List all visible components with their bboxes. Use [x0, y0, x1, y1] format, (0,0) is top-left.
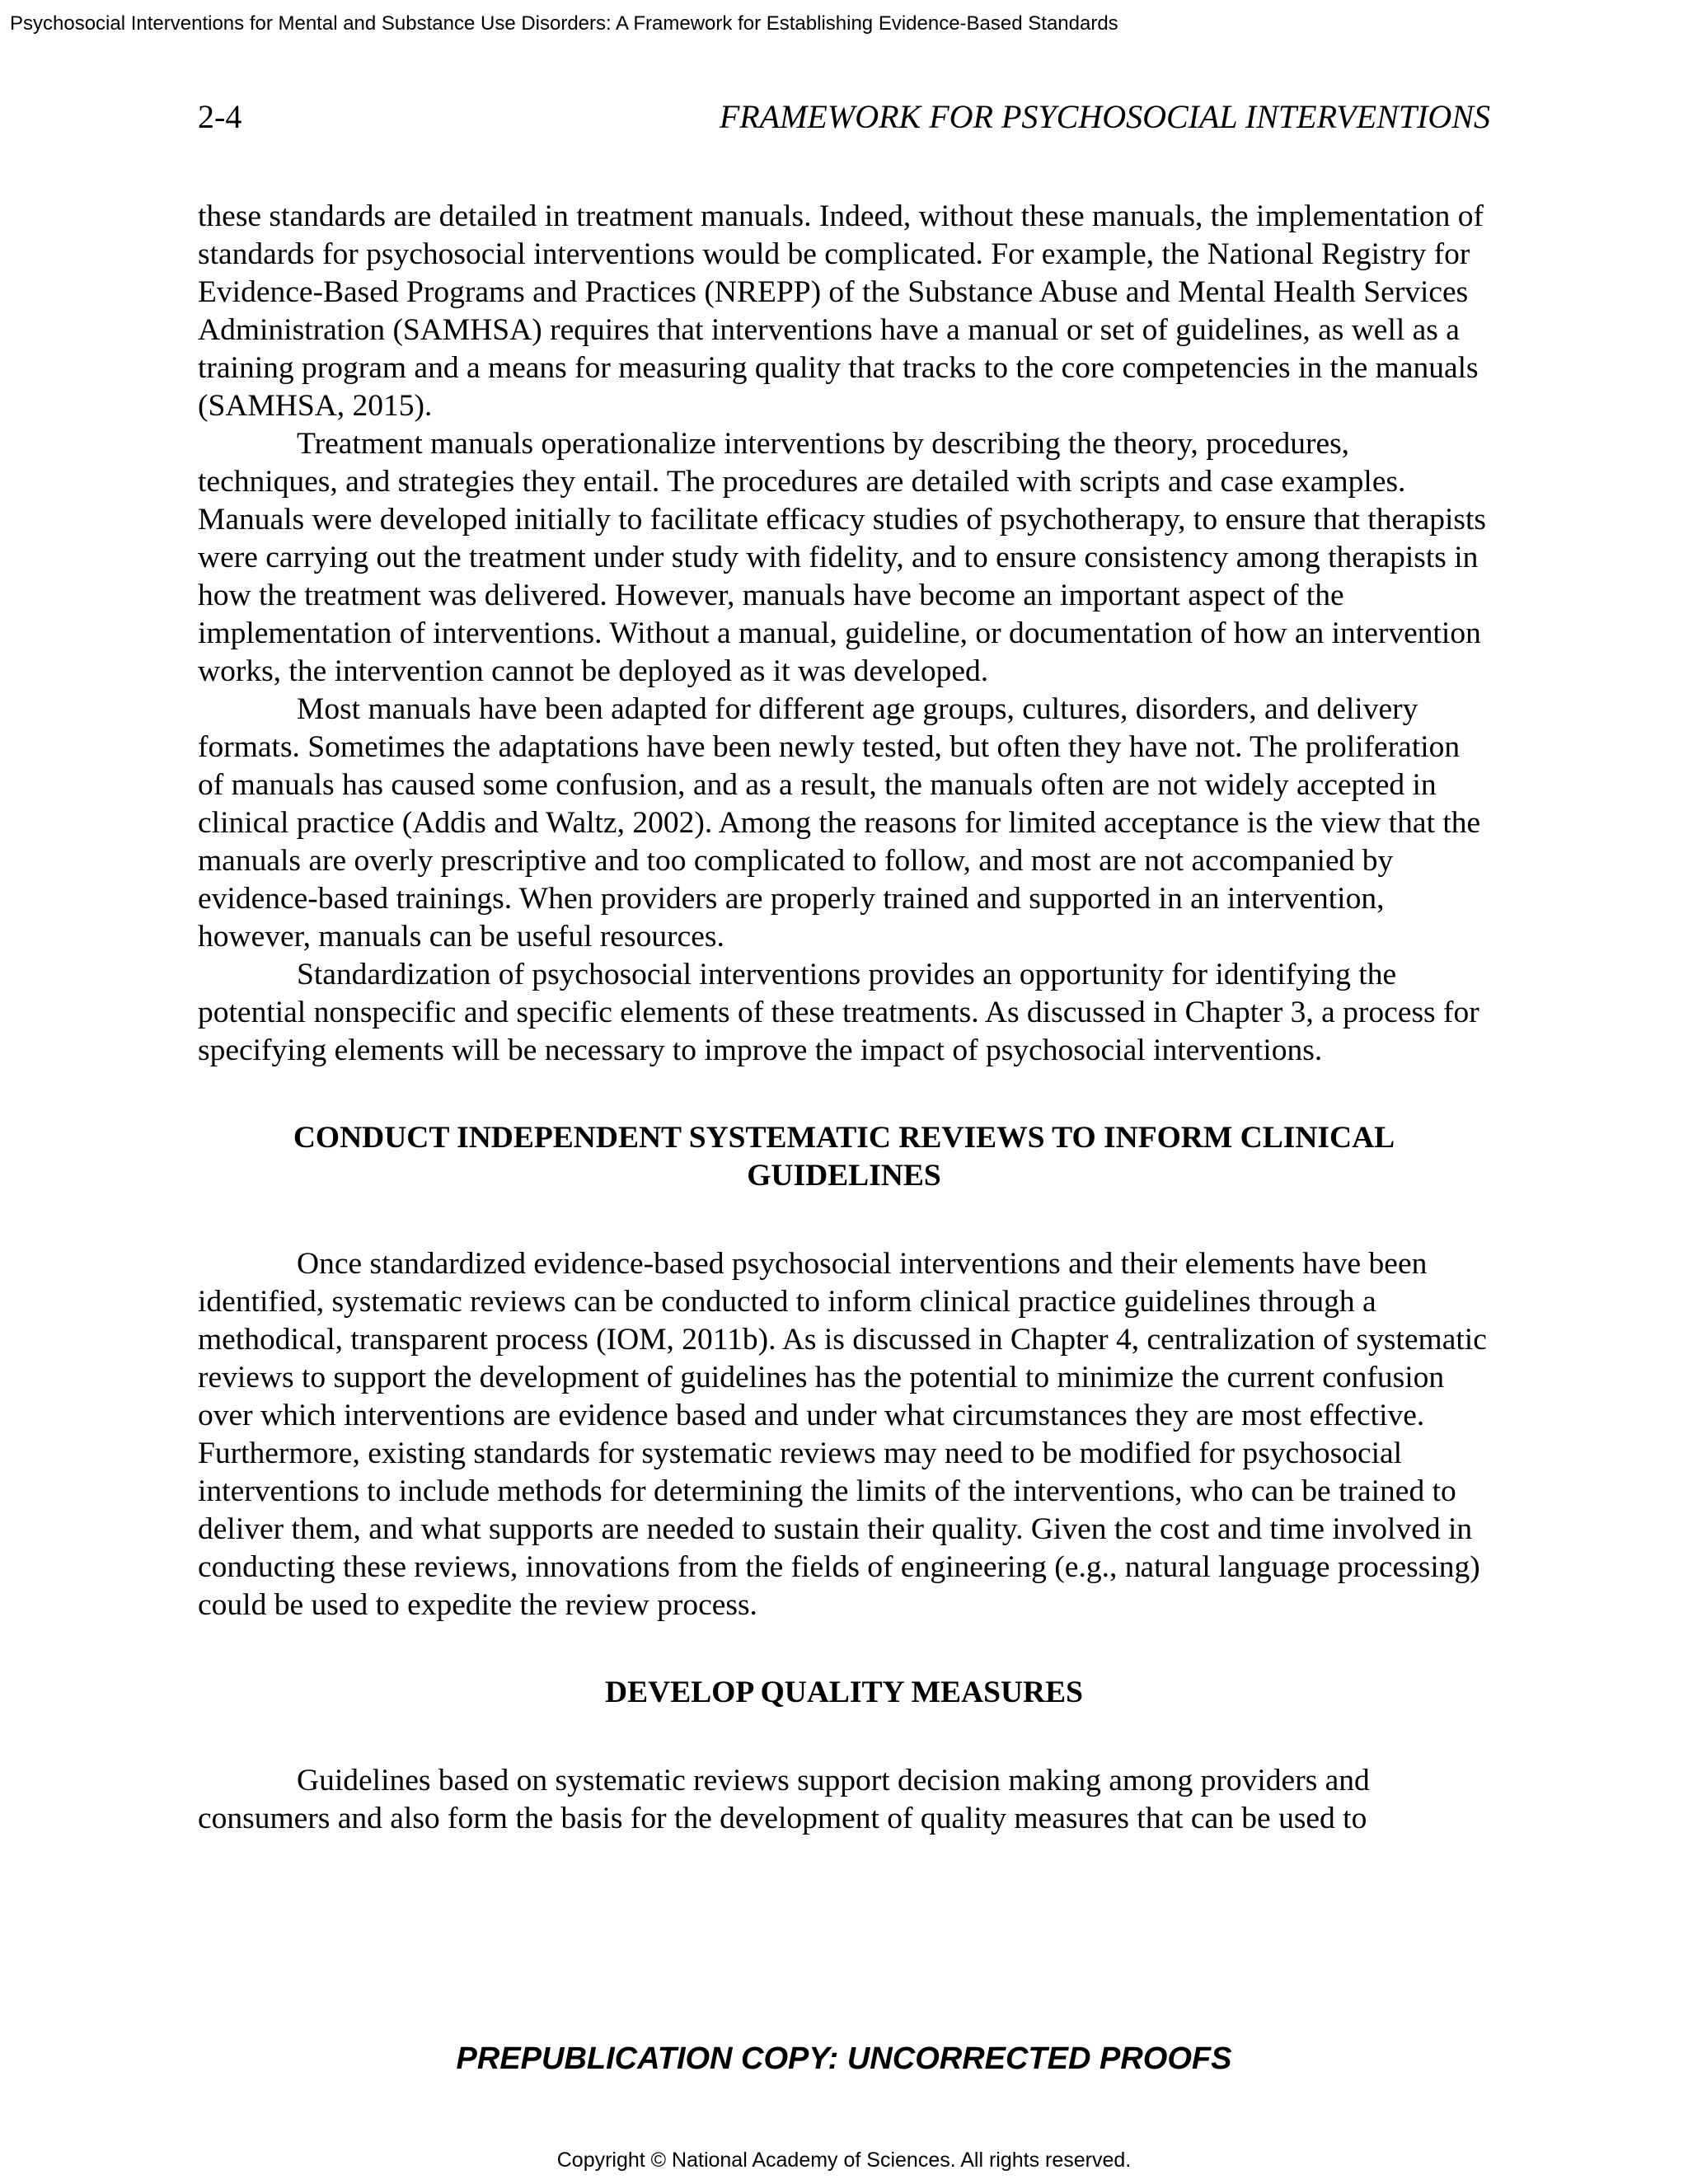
paragraph-standardization: Standardization of psychosocial interventions provides an opportunity for identifying the potential nonspecific and specific elements of these treatments. As discussed in Chapter 3, a process for specifying elements will be necessary to improve the impact of psychosocial interventions. [198, 958, 1479, 1067]
page-number: 2-4 [198, 98, 242, 135]
paragraph-quality-measures: Guidelines based on systematic reviews support decision making among providers and consumers and also form the basis for the development of quality measures that can be used to [198, 1764, 1370, 1835]
paragraph-systematic-reviews: Once standardized evidence-based psychosocial interventions and their elements have been identified, systematic reviews can be conducted to inform clinical practice guidelines through a methodical, transparent process (IOM, 2011b). As is discussed in Chapter 4, centralization of systematic reviews to support the development of guidelines has the potential to minimize the current confusion over which interventions are evidence based and under what circumstances they are most effective. Furthermore, existing standards for systematic reviews may need to be modified for psychosocial interventions to include methods for determining the limits of the interventions, who can be trained to deliver them, and what supports are needed to sustain their quality. Given the cost and time involved in conducting these reviews, innovations from the fields of engineering (e.g., natural language processing) could be used to expedite the review process. [198, 1247, 1487, 1622]
paragraph-treatment-manuals: Treatment manuals operationalize interventions by describing the theory, procedures, techniques, and strategies they entail. The procedures are detailed with scripts and case examples. Manuals were developed initially to facilitate efficacy studies of psychotherapy, to ensure that therapists were carrying out the treatment under study with fidelity, and to ensure consistency among therapists in how the treatment was delivered. However, manuals have become an important aspect of the implementation of interventions. Without a manual, guideline, or documentation of how an intervention works, the intervention cannot be deployed as it was developed. [198, 427, 1487, 688]
section-heading-quality-measures: DEVELOP QUALITY MEASURES [605, 1675, 1083, 1709]
heading-line: CONDUCT INDEPENDENT SYSTEMATIC REVIEWS TO INFORM CLINICAL [293, 1121, 1395, 1155]
document-banner-title: Psychosocial Interventions for Mental and Substance Use Disorders: A Framework for Establishing Evidence-Based Standards [10, 12, 1118, 35]
page-body [198, 198, 1490, 1838]
spacer [198, 1712, 1490, 1762]
heading-line: GUIDELINES [747, 1159, 941, 1193]
prepublication-notice: PREPUBLICATION COPY: UNCORRECTED PROOFS [456, 2041, 1232, 2076]
copyright-notice: Copyright © National Academy of Sciences. All rights reserved. [556, 2149, 1132, 2172]
spacer [198, 1624, 1490, 1674]
paragraph-manual-adaptations: Most manuals have been adapted for different age groups, cultures, disorders, and delivery formats. Sometimes the adaptations have been newly tested, but often they have not. The proliferation of manuals has caused some confusion, and as a result, the manuals often are not widely accepted in clinical practice (Addis and Waltz, 2002). Among the reasons for limited acceptance is the view that the manuals are overly prescriptive and too complicated to follow, and most are not accompanied by evidence-based trainings. When providers are properly trained and supported in an intervention, however, manuals can be useful resources. [198, 692, 1481, 954]
section-heading-systematic-reviews [198, 1119, 1490, 1195]
spacer [198, 1070, 1490, 1119]
paragraph-continued: these standards are detailed in treatment manuals. Indeed, without these manuals, the implementation of standards for psychosocial interventions would be complicated. For example, the National Registry for Evidence-Based Programs and Practices (NREPP) of the Substance Abuse and Mental Health Services Administration (SAMHSA) requires that interventions have a manual or set of guidelines, as well as a training program and a means for measuring quality that tracks to the core competencies in the manuals (SAMHSA, 2015). [198, 199, 1484, 423]
spacer [198, 1195, 1490, 1245]
running-head: FRAMEWORK FOR PSYCHOSOCIAL INTERVENTIONS [719, 98, 1490, 135]
